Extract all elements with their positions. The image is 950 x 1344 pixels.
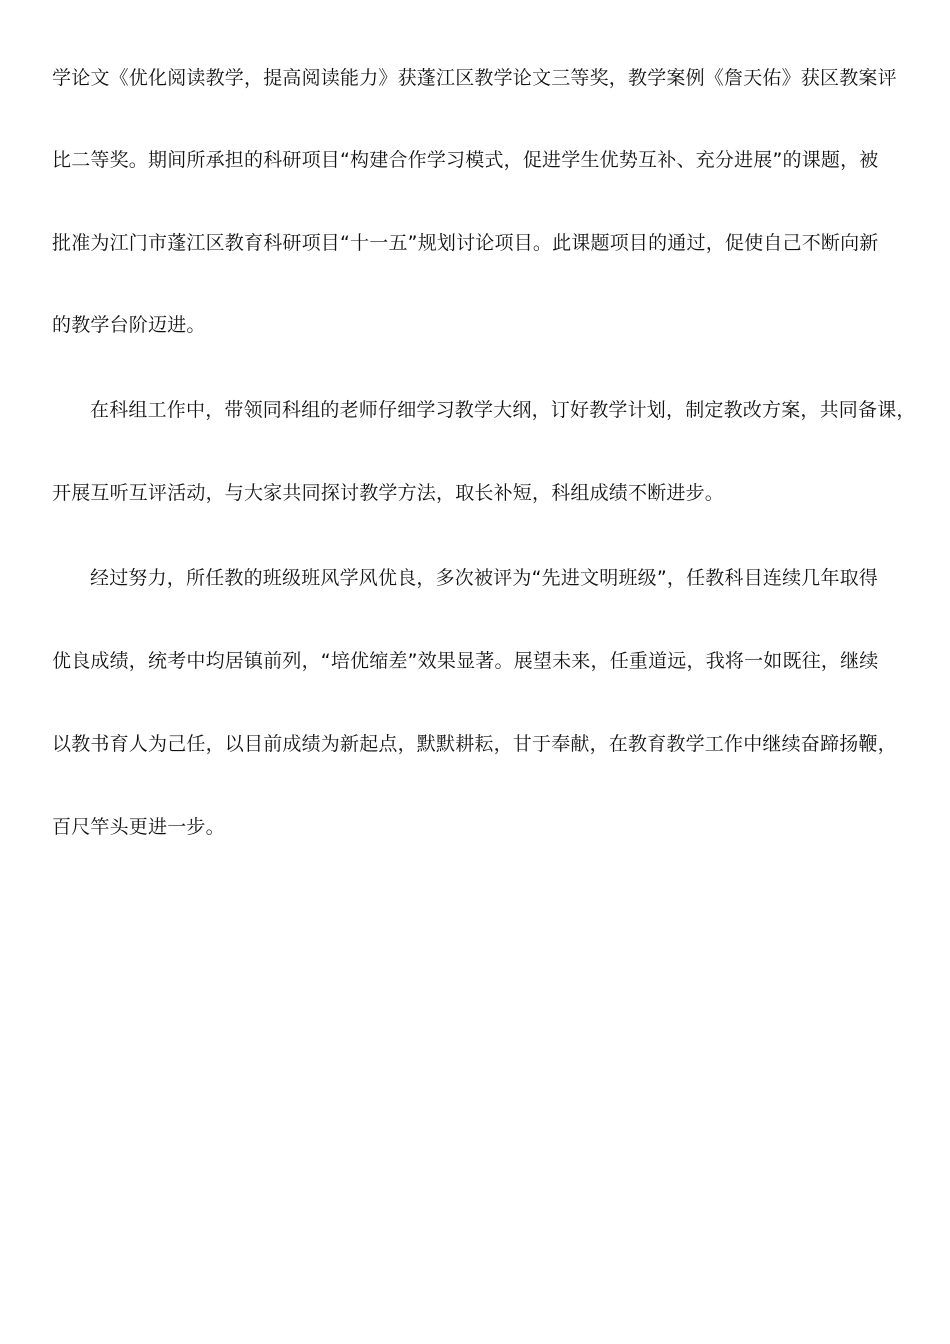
text-line: 百尺竿头更进一步。 xyxy=(52,816,225,838)
text-line: 批准为江门市蓬江区教育科研项目“十一五”规划讨论项目。此课题项目的通过，促使自己不断向新 xyxy=(52,232,879,254)
text-line: 比二等奖。期间所承担的科研项目“构建合作学习模式，促进学生优势互补、充分进展”的课题，被 xyxy=(52,149,879,171)
text-line: 学论文《优化阅读教学，提高阅读能力》获蓬江区教学论文三等奖，教学案例《詹天佑》获区教案评 xyxy=(52,67,897,89)
text-line: 开展互听互评活动，与大家共同探讨教学方法，取长补短，科组成绩不断进步。 xyxy=(52,482,725,504)
text-line: 的教学台阶迈进。 xyxy=(52,314,206,336)
paragraph-start-line: 经过努力，所任教的班级班风学风优良，多次被评为“先进文明班级”，任教科目连续几年取得 xyxy=(90,567,879,589)
text-line: 优良成绩，统考中均居镇前列，“培优缩差”效果显著。展望未来，任重道远，我将一如既往，继续 xyxy=(52,650,879,672)
text-line: 以教书育人为己任，以目前成绩为新起点，默默耕耘，甘于奉献，在教育教学工作中继续奋蹄扬鞭， xyxy=(52,733,897,755)
paragraph-start-line: 在科组工作中，带领同科组的老师仔细学习教学大纲，订好教学计划，制定教改方案，共同备课， xyxy=(90,399,916,421)
